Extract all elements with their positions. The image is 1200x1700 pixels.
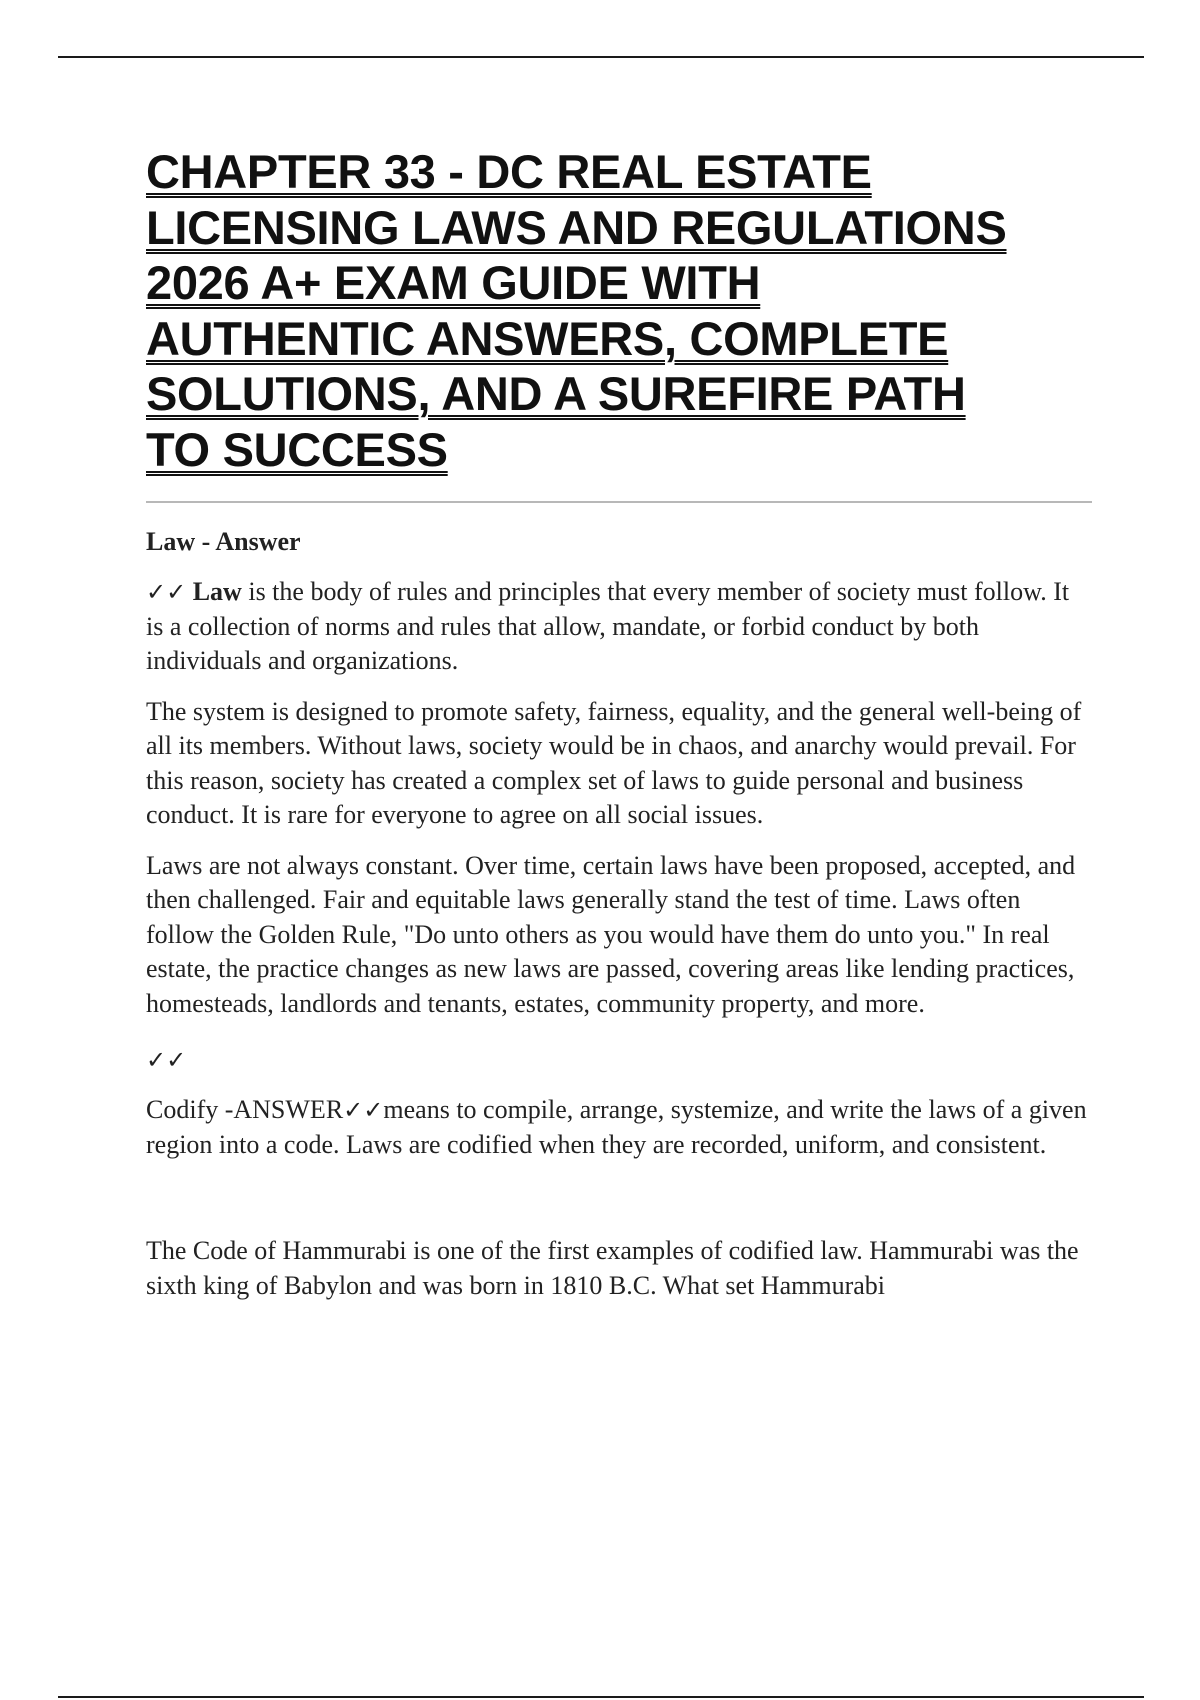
title-line-1: CHAPTER 33 - DC REAL ESTATE (146, 145, 872, 198)
title-line-2: LICENSING LAWS AND REGULATIONS (146, 200, 1007, 254)
top-rule (58, 56, 1144, 58)
checkmark-icon: ✓✓ (343, 1096, 384, 1124)
codify-lead: Codify -ANSWER (146, 1095, 344, 1124)
title-line-6: TO SUCCESS (146, 422, 448, 476)
codify-paragraph (146, 1093, 1092, 1162)
bottom-rule (58, 1696, 1144, 1698)
trailing-checkmark-icon: ✓✓ (146, 1046, 187, 1074)
title-line-5: SOLUTIONS, AND A SUREFIRE PATH (146, 367, 966, 420)
title-line-3: 2026 A+ EXAM GUIDE WITH (146, 256, 761, 309)
answer-text-1: is the body of rules and principles that every member of society must follow. It is a collection of norms and rules that allow, mandate, or forbid conduct by both individuals and organizations. (146, 577, 1070, 675)
spacer (146, 1162, 1092, 1218)
answer-paragraph-2: The system is designed to promote safety, fairness, equality, and the general well-being of all its members. Without laws, society would be in chaos, and anarchy would prevail. For this reason, society has created a complex set of laws to guide personal and business conduct. It is rare for everyone to agree on all social issues. (146, 696, 1082, 829)
page-content (146, 144, 1092, 1303)
answer-term: Law (192, 577, 242, 606)
hammurabi-paragraph: The Code of Hammurabi is one of the first examples of codified law. Hammurabi was the sixth king of Babylon and was born in 1810 B.C. What set Hammurabi (146, 1236, 1079, 1300)
section-divider (146, 501, 1092, 503)
codify-text: means to compile, arrange, systemize, and write the laws of a given region into a code. Laws are codified when they are recorded, uniform, and consistent. (146, 1095, 1087, 1159)
answer-paragraph-1 (146, 575, 1092, 679)
checkmark-icon: ✓✓ (146, 578, 187, 606)
document-title (146, 144, 1092, 477)
title-line-4: AUTHENTIC ANSWERS, COMPLETE (146, 311, 949, 365)
answer-paragraph-3: Laws are not always constant. Over time, certain laws have been proposed, accepted, and then challenged. Fair and equitable laws generally stand the test of time. Laws often follow the Golden Rule, "Do unto others as you would have them do unto you." In real estate, the practice changes as new laws are passed, covering areas like lending practices, homesteads, landlords and tenants, estates, community property, and more. (146, 850, 1076, 1018)
question-heading-law: Law - Answer (146, 527, 301, 556)
